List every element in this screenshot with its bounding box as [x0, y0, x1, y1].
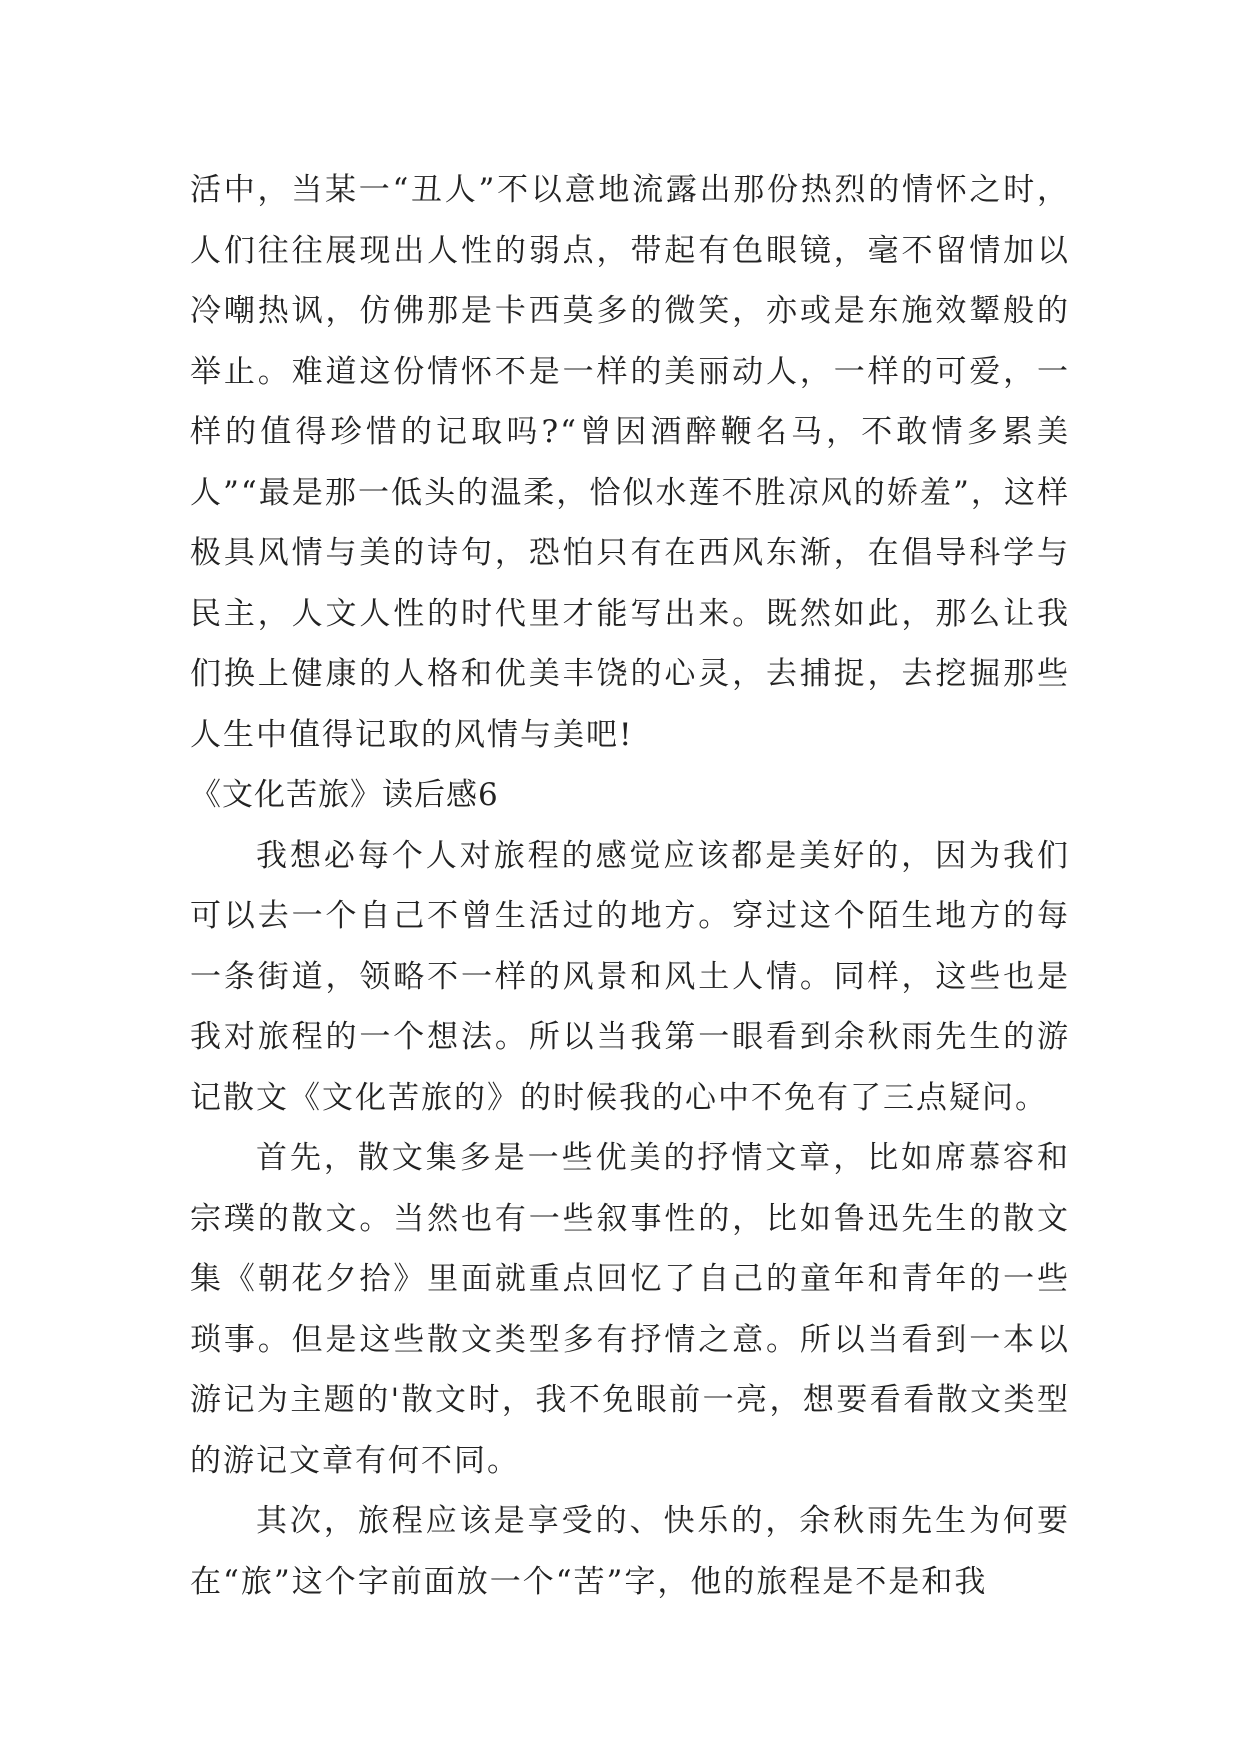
paragraph-2: 首先，散文集多是一些优美的抒情文章，比如席慕容和宗璞的散文。当然也有一些叙事性的，比如鲁迅先生的散文集《朝花夕拾》里面就重点回忆了自己的童年和青年的一些琐事。但是这些散文类型多有抒情之意。所以当看到一本以游记为主题的'散文时，我不免眼前一亮，想要看看散文类型的游记文章有何不同。 — [190, 1140, 1070, 1479]
paragraph-continued: 活中，当某一“丑人”不以意地流露出那份热烈的情怀之时，人们往往展现出人性的弱点，带起有色眼镜，毫不留情加以冷嘲热讽，仿佛那是卡西莫多的微笑，亦或是东施效颦般的举止。难道这份情怀不是一样的美丽动人，一样的可爱，一样的值得珍惜的记取吗?“曾因酒醉鞭名马，不敢情多累美人”“最是那一低头的温柔，恰似水莲不胜凉风的娇羞”，这样极具风情与美的诗句，恐怕只有在西风东渐，在倡导科学与民主，人文人性的时代里才能写出来。既然如此，那么让我们换上健康的人格和优美丰饶的心灵，去捕捉，去挖掘那些人生中值得记取的风情与美吧! — [190, 172, 1070, 753]
document-body — [190, 160, 1070, 1612]
paragraph-3: 其次，旅程应该是享受的、快乐的，余秋雨先生为何要在“旅”这个字前面放一个“苦”字，他的旅程是不是和我 — [190, 1503, 1070, 1600]
paragraph-1: 我想必每个人对旅程的感觉应该都是美好的，因为我们可以去一个自己不曾生活过的地方。穿过这个陌生地方的每一条街道，领略不一样的风景和风土人情。同样，这些也是我对旅程的一个想法。所以当我第一眼看到余秋雨先生的游记散文《文化苦旅的》的时候我的心中不免有了三点疑问。 — [190, 837, 1070, 1116]
section-heading: 《文化苦旅》读后感6 — [190, 777, 499, 813]
